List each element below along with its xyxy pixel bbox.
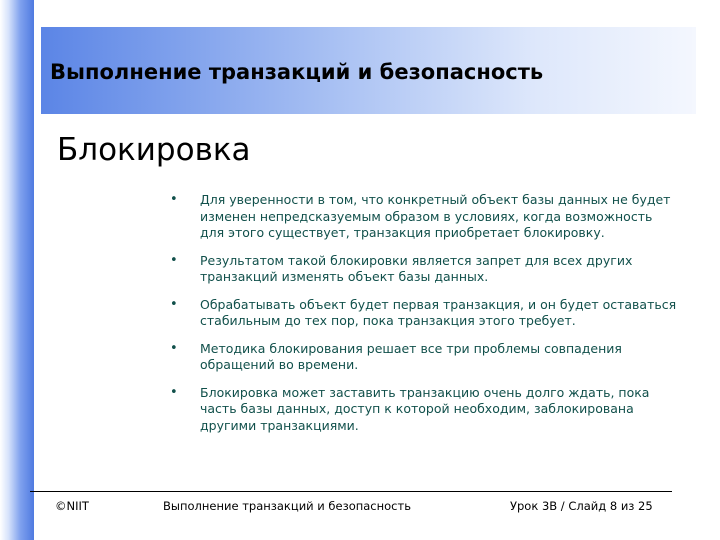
footer-course-title: Выполнение транзакций и безопасность [163,499,411,513]
bullet-list [170,192,678,445]
footer-slide-number: Урок 3B / Слайд 8 из 25 [510,499,653,513]
bullet-text: Блокировка может заставить транзакцию очень долго ждать, пока часть базы данных, доступ к которой необходим, заблокирована другими транзакциями. [200,384,650,433]
bullet-item [170,253,678,286]
bullet-icon: • [170,340,178,356]
footer-divider [30,491,672,492]
bullet-text: Результатом такой блокировки является запрет для всех других транзакций изменять объект базы данных. [200,252,633,284]
bullet-text: Методика блокирования решает все три проблемы совпадения обращений во времени. [200,340,622,372]
bullet-text: Обрабатывать объект будет первая транзакция, и он будет оставаться стабильным до тех пор, пока транзакция этого требует. [200,296,677,328]
bullet-icon: • [170,252,178,268]
bullet-icon: • [170,296,178,312]
bullet-item [170,192,678,242]
bullet-icon: • [170,384,178,400]
left-gradient-bar [0,0,34,540]
bullet-item [170,341,678,374]
bullet-icon: • [170,192,178,207]
slide-header [41,27,696,114]
bullet-item [170,385,678,435]
bullet-text: Для уверенности в том, что конкретный объект базы данных не будет изменен непредсказуемым образом в условиях, когда возможность для этого существует, транзакция приобретает блокировку. [200,192,671,240]
footer-copyright: ©NIIT [55,499,89,513]
bullet-item [170,297,678,330]
header-title: Выполнение транзакций и безопасность [50,60,544,84]
slide-title: Блокировка [57,132,251,168]
